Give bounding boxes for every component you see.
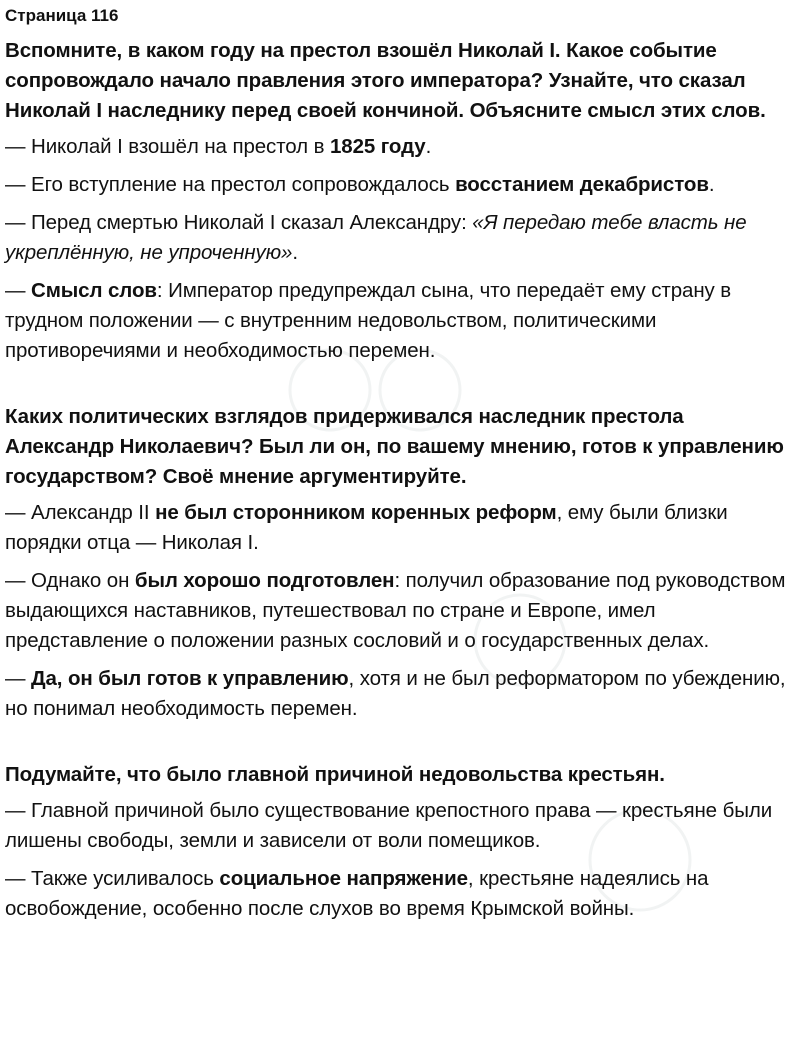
document-page	[5, 0, 797, 960]
page-number-label: Страница 116	[5, 6, 119, 25]
question-3: Подумайте, что было главной причиной недовольства крестьян.	[5, 763, 665, 786]
answer-item: — Смысл слов: Император предупреждал сына, что передаёт ему страну в трудном положении — с внутренним недовольством, политическими противоречиями и необходимостью перемен.	[5, 279, 732, 362]
answer-item: — Да, он был готов к управлению, хотя и не был реформатором по убеждению, но понимал необходимость перемен.	[5, 667, 786, 720]
answer-item: — Также усиливалось социальное напряжение, крестьяне надеялись на освобождение, особенно после слухов во время Крымской войны.	[5, 867, 709, 920]
answer-item: — Его вступление на престол сопровождалось восстанием декабристов.	[5, 173, 715, 196]
answer-item: — Главной причиной было существование крепостного права — крестьяне были лишены свободы, земли и зависели от воли помещиков.	[5, 799, 773, 852]
section-1	[5, 36, 797, 366]
section-2	[5, 402, 797, 724]
answer-item: — Однако он был хорошо подготовлен: получил образование под руководством выдающихся наставников, путешествовал по стране и Европе, имел представление о положении разных сословий и о государственных делах.	[5, 569, 786, 652]
answer-item: — Александр II не был сторонником коренных реформ, ему были близки порядки отца — Николая I.	[5, 501, 728, 554]
question-2: Каких политических взглядов придерживался наследник престола Александр Николаевич? Был ли он, по вашему мнению, готов к управлению государством? Своё мнение аргументируйте.	[5, 405, 784, 488]
answer-item: — Перед смертью Николай I сказал Александру: «Я передаю тебе власть не укреплённую, не упроченную».	[5, 211, 747, 264]
section-3	[5, 760, 797, 924]
question-1: Вспомните, в каком году на престол взошёл Николай I. Какое событие сопровождало начало правления этого императора? Узнайте, что сказал Николай I наследнику перед своей кончиной. Объясните смысл этих слов.	[5, 39, 766, 122]
answer-item: — Николай I взошёл на престол в 1825 году.	[5, 135, 432, 158]
